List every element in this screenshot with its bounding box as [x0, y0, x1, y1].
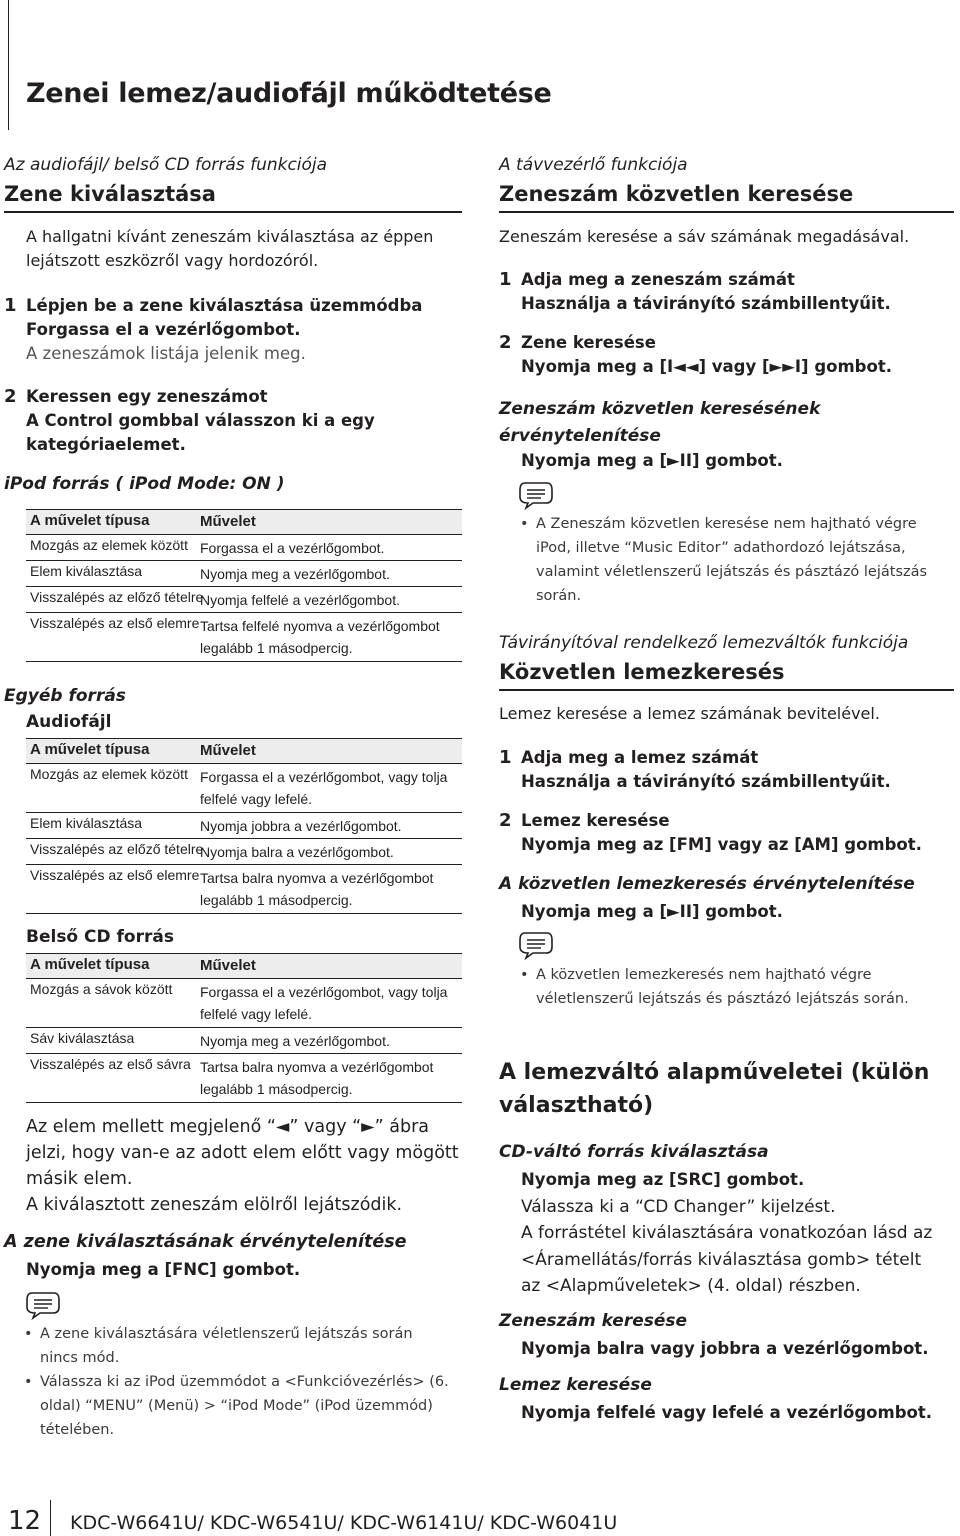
row-type: Visszalépés az első elemre [30, 615, 200, 631]
row-action: Nyomja meg a vezérlőgombot. [200, 1033, 390, 1049]
step-line: Forgassa el a vezérlőgombot. [26, 320, 301, 339]
step-title: Lemez keresése [521, 811, 670, 830]
section-rule [499, 689, 954, 691]
disc-step-1 [499, 746, 951, 794]
track-search-cancel-action: Nyomja meg a [►II] gombot. [521, 451, 783, 470]
step-number: 1 [4, 295, 17, 316]
ipod-heading: iPod forrás ( iPod Mode: ON ) [4, 474, 285, 494]
row-action: Forgassa el a vezérlőgombot, vagy tolja felfelé vagy lefelé. [200, 769, 448, 807]
row-action: Tartsa balra nyomva a vezérlőgombot legalább 1 másodpercig. [200, 870, 434, 908]
table-row [26, 813, 462, 839]
row-action: Nyomja meg a vezérlőgombot. [200, 566, 390, 582]
cd-changer-select-reference: A forrástétel kiválasztására vonatkozóan lásd az <Áramellátás/forrás kiválasztása gomb> tételt az <Alapműveletek> (4. oldal) részben. [521, 1223, 933, 1296]
cd-changer-select-heading: CD-váltó forrás kiválasztása [499, 1142, 769, 1162]
cancel-heading: A zene kiválasztásának érvénytelenítése [4, 1232, 407, 1252]
step-line: Használja a távirányító számbillentyűit. [521, 294, 891, 313]
cd-table [26, 953, 462, 1103]
footer-separator [50, 1500, 51, 1536]
cancel-action: Nyomja meg a [FNC] gombot. [26, 1260, 301, 1279]
row-action: Nyomja balra a vezérlőgombot. [200, 844, 394, 860]
table-row [26, 865, 462, 914]
step-line: kategóriaelemet. [26, 435, 186, 454]
right-subtitle-1: A távvezérlő funkciója [499, 155, 688, 175]
left-notes [24, 1322, 454, 1442]
step-title: Lépjen be a zene kiválasztása üzemmódba [26, 296, 423, 315]
track-search-heading: Zeneszám keresése [499, 1311, 688, 1331]
table-row [26, 839, 462, 865]
row-type: Visszalépés az első elemre [30, 867, 200, 883]
row-action: Tartsa felfelé nyomva a vezérlőgombot legalább 1 másodpercig. [200, 618, 440, 656]
right-subtitle-2: Távirányítóval rendelkező lemezváltók funkciója [499, 633, 909, 653]
section-rule [499, 211, 954, 213]
row-type: Visszalépés az előző tételre [30, 589, 204, 605]
track-search-intro: Zeneszám keresése a sáv számának megadásával. [499, 227, 910, 246]
margin-line [8, 0, 9, 130]
disc-search-cancel-heading: A közvetlen lemezkeresés érvénytelenítése [499, 874, 915, 894]
table-header [26, 738, 462, 764]
audio-table [26, 738, 462, 914]
disc-search-action: Nyomja felfelé vagy lefelé a vezérlőgombot. [521, 1403, 933, 1422]
step-line: A Control gombbal válasszon ki a egy [26, 411, 375, 430]
header-action: Művelet [200, 742, 256, 759]
step-number: 2 [499, 810, 512, 831]
row-type: Mozgás az elemek között [30, 766, 188, 782]
disc-search-cancel-action: Nyomja meg a [►II] gombot. [521, 902, 783, 921]
list-item: • A Zeneszám közvetlen keresése nem hajtható végre iPod, illetve “Music Editor” adathordozó lejátszása, valamint véletlenszerű lejátszás és pásztázó lejátszás során. [520, 512, 956, 608]
list-item: • A közvetlen lemezkeresés nem hajtható végre véletlenszerű lejátszás és pásztázó lejátszás során. [520, 963, 920, 1011]
table-row [26, 587, 462, 613]
row-type: Sáv kiválasztása [30, 1030, 135, 1046]
heading-line: érvénytelenítése [499, 426, 661, 446]
row-action: Forgassa el a vezérlőgombot. [200, 540, 385, 556]
row-action: Nyomja felfelé a vezérlőgombot. [200, 592, 400, 608]
step-title: Zene keresése [521, 333, 656, 352]
arrow-explanation: Az elem mellett megjelenő “◄” vagy “►” ábra jelzi, hogy van-e az adott elem előtt vagy mögött másik elem. [26, 1117, 459, 1189]
note-icon [517, 930, 555, 960]
changer-basics-title: A lemezváltó alapműveletei (külön választható) [499, 1060, 930, 1118]
heading-line: Zeneszám közvetlen keresésének [499, 399, 821, 419]
left-section-title: Zene kiválasztása [4, 182, 216, 206]
row-type: Visszalépés az előző tételre [30, 841, 204, 857]
ipod-table [26, 509, 462, 662]
disc-search-heading: Lemez keresése [499, 1375, 652, 1395]
right-step-2 [499, 331, 951, 379]
table-header [26, 953, 462, 979]
table-row [26, 613, 462, 662]
right-section-title-2: Közvetlen lemezkeresés [499, 660, 785, 684]
step-number: 2 [4, 386, 17, 407]
audio-heading: Audiofájl [26, 712, 112, 732]
left-step-1 [4, 294, 466, 366]
header-type: A művelet típusa [30, 741, 150, 758]
right-section-title-1: Zeneszám közvetlen keresése [499, 182, 854, 206]
note-icon [517, 480, 555, 510]
table-row [26, 1054, 462, 1103]
restart-note: A kiválasztott zeneszám elölről lejátszódik. [26, 1195, 403, 1215]
row-action: Forgassa el a vezérlőgombot, vagy tolja felfelé vagy lefelé. [200, 984, 448, 1022]
right-note-1 [520, 512, 956, 608]
row-action: Tartsa balra nyomva a vezérlőgombot legalább 1 másodpercig. [200, 1059, 434, 1097]
list-item: • A zene kiválasztására véletlenszerű lejátszás során nincs mód. [24, 1322, 454, 1370]
page-title: Zenei lemez/audiofájl működtetése [26, 78, 552, 109]
model-list: KDC-W6641U/ KDC-W6541U/ KDC-W6141U/ KDC-W6041U [70, 1512, 618, 1534]
step-line: Nyomja meg az [FM] vagy az [AM] gombot. [521, 835, 922, 854]
table-row [26, 764, 462, 813]
step-title: Keressen egy zeneszámot [26, 387, 268, 406]
header-action: Művelet [200, 513, 256, 530]
track-search-cancel-heading [499, 396, 820, 450]
note-icon [24, 1290, 62, 1320]
header-type: A művelet típusa [30, 956, 150, 973]
table-row [26, 979, 462, 1028]
left-intro: A hallgatni kívánt zeneszám kiválasztása az éppen lejátszott eszközről vagy hordozóról. [26, 227, 434, 270]
table-row [26, 561, 462, 587]
cd-changer-select-action: Nyomja meg az [SRC] gombot. [521, 1170, 805, 1189]
row-action: Nyomja jobbra a vezérlőgombot. [200, 818, 402, 834]
left-step-2 [4, 385, 466, 457]
row-type: Elem kiválasztása [30, 815, 143, 831]
left-subtitle: Az audiofájl/ belső CD forrás funkciója [4, 155, 328, 175]
table-header [26, 509, 462, 535]
table-row [26, 535, 462, 561]
step-number: 1 [499, 747, 512, 768]
right-note-2 [520, 963, 920, 1011]
section-rule [4, 211, 462, 213]
page-number: 12 [8, 1506, 42, 1536]
row-type: Mozgás az elemek között [30, 537, 188, 553]
step-title: Adja meg a lemez számát [521, 748, 759, 767]
cd-changer-select-line: Válassza ki a “CD Changer” kijelzést. [521, 1197, 836, 1217]
table-row [26, 1028, 462, 1054]
cd-heading: Belső CD forrás [26, 927, 174, 947]
disc-step-2 [499, 809, 951, 857]
other-source-heading: Egyéb forrás [4, 686, 126, 706]
step-line: Nyomja meg a [I◄◄] vagy [►►I] gombot. [521, 357, 892, 376]
track-search-action: Nyomja balra vagy jobbra a vezérlőgombot. [521, 1339, 929, 1358]
row-type: Visszalépés az első sávra [30, 1056, 191, 1072]
step-title: Adja meg a zeneszám számát [521, 270, 795, 289]
header-action: Művelet [200, 957, 256, 974]
list-item: • Válassza ki az iPod üzemmódot a <Funkcióvezérlés> (6. oldal) “MENU” (Menü) > “iPod Mode” (iPod üzemmód) tételében. [24, 1370, 454, 1442]
disc-search-intro: Lemez keresése a lemez számának bevitelével. [499, 704, 880, 723]
right-step-1 [499, 268, 951, 316]
step-line: Használja a távirányító számbillentyűit. [521, 772, 891, 791]
row-type: Elem kiválasztása [30, 563, 143, 579]
header-type: A művelet típusa [30, 512, 150, 529]
step-result: A zeneszámok listája jelenik meg. [26, 344, 306, 363]
row-type: Mozgás a sávok között [30, 981, 173, 997]
step-number: 1 [499, 269, 512, 290]
step-number: 2 [499, 332, 512, 353]
